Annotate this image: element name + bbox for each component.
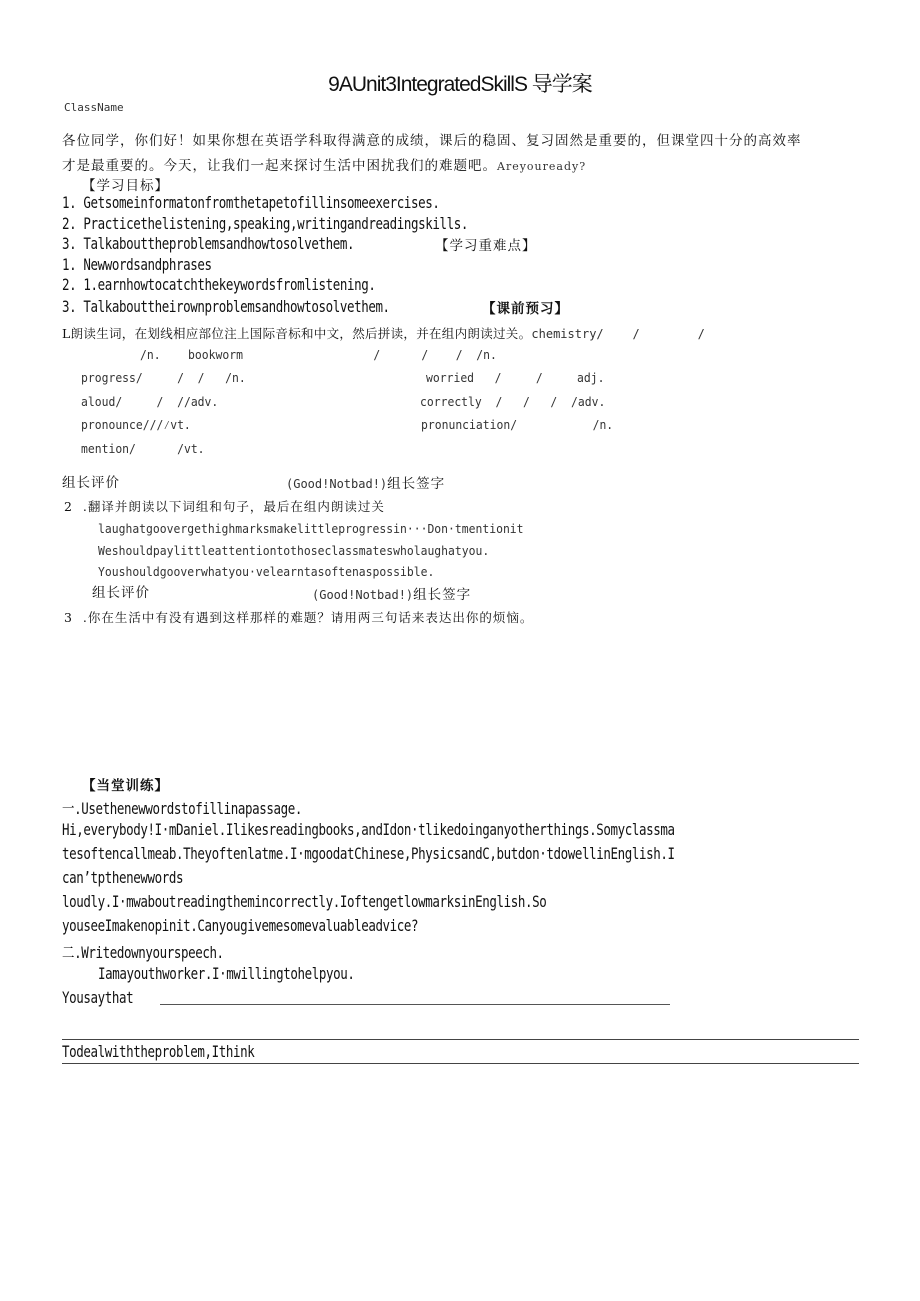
you-say-label: Yousaythat (62, 988, 134, 1007)
task2-eval-options: (Good!Notbad!) (312, 588, 414, 602)
objectives-heading: 【学习目标】 (82, 178, 169, 194)
task2-eval-label: 组长评价 (92, 585, 150, 601)
key-point-3: 3. Talkabouttheirownproblemsandhowtosolvethem. (62, 297, 390, 316)
passage-line-2: tesoftencallmeab.Theyoftenlatme.I·mgoodatChinese,PhysicsandC,butdon·tdowellinEnglish.I (62, 844, 675, 863)
objective-2: 2. Practicethelistening,speaking,writingandreadingskills. (62, 214, 469, 233)
key-point-3-line (62, 297, 569, 317)
vocab-pronunciation: pronunciation/ /n. (421, 418, 614, 432)
task2-sign-label: 组长签字 (413, 587, 472, 603)
key-points-heading: 【学习重难点】 (435, 238, 537, 254)
task1-instruction-line (62, 323, 705, 342)
are-you-ready: Areyouready? (497, 160, 587, 173)
to-deal-label: Todealwiththeproblem,Ithink (62, 1042, 255, 1061)
objective-3: 3. Talkabouttheproblemsandhowtosolvethem. (62, 234, 355, 253)
passage-line-1: Hi,everybody!I·mDaniel.Ilikesreadingbooks,andIdon·tlikedoinganyotherthings.Somyclassma (62, 820, 675, 839)
passage-line-5: youseeImakenopinit.Canyougivemesomevaluableadvice? (62, 916, 419, 935)
task1-eval (286, 472, 445, 492)
exercise2-intro: Iamayouthworker.I·mwillingtohelpyou. (98, 964, 355, 983)
exercise2-heading: 二.Writedownyourspeech. (62, 943, 224, 962)
key-point-2: 2. 1.earnhowtocatchthekeywordsfromlistening. (62, 275, 376, 294)
task1-eval-options: (Good!Notbad!) (286, 477, 388, 491)
answer-line-2[interactable] (62, 1063, 859, 1064)
page-title: 9AUnit3IntegratedSkillS 导学案 (328, 73, 592, 96)
task2-phrase-2: Weshouldpaylittleattentiontothoseclassmateswholaughatyou. (98, 544, 490, 558)
objective-3-line (62, 234, 537, 254)
preview-heading: 【课前预习】 (482, 301, 569, 317)
vocab-worried: worried / / adj. (426, 371, 605, 385)
task3-instruction: 3 .你在生活中有没有遇到这样那样的难题？请用两三句话来表达出你的烦恼。 (64, 610, 534, 625)
key-point-1: 1. Newwordsandphrases (62, 255, 212, 274)
vocab-chemistry: chemistry/ / / (531, 327, 705, 341)
vocab-bookworm: /n. bookworm / / / /n. (140, 348, 497, 362)
class-name-label: ClassName (64, 101, 124, 114)
vocab-progress: progress/ / / /n. (81, 371, 246, 385)
task1-instruction: L朗读生词，在划线相应部位注上国际音标和中文，然后拼读，并在组内朗读过关。 (62, 326, 532, 341)
vocab-aloud: aloud/ / //adv. (81, 395, 219, 409)
vocab-correctly: correctly / / / /adv. (420, 395, 606, 409)
you-say-line (62, 988, 153, 1007)
you-say-blank[interactable] (160, 992, 670, 1005)
practice-heading: 【当堂训练】 (82, 778, 169, 794)
task2-phrase-1: laughatgoovergethighmarksmakelittleprogressin···Don·tmentionit (98, 522, 524, 536)
passage-line-4: loudly.I·mwaboutreadingthemincorrectly.IoftengetlowmarksinEnglish.So (62, 892, 547, 911)
passage-line-3: can’tpthenewwords (62, 868, 184, 887)
task1-eval-label: 组长评价 (62, 475, 120, 491)
task1-sign-label: 组长签字 (387, 476, 446, 492)
intro-line-2 (62, 154, 586, 174)
exercise1-heading: 一.Usethenewwordstofillinapassage. (62, 799, 303, 818)
intro-text: 才是最重要的。今天，让我们一起来探讨生活中困扰我们的难题吧。 (62, 158, 497, 174)
task2-phrase-3: Youshouldgooverwhatyou·velearntasoftenaspossible. (98, 565, 435, 579)
intro-line-1: 各位同学，你们好！如果你想在英语学科取得满意的成绩，课后的稳固、复习固然是重要的，但课堂四十分的高效率 (62, 133, 802, 149)
task2-instruction: 2 .翻译并朗读以下词组和句子，最后在组内朗读过关 (64, 499, 385, 514)
answer-line-1[interactable] (62, 1039, 859, 1040)
task2-eval (312, 583, 471, 603)
vocab-mention: mention/ /vt. (81, 442, 205, 456)
objective-1: 1. Getsomeinformatonfromthetapetofillinsomeexercises. (62, 193, 440, 212)
vocab-pronounce: pronounce///⁄vt. (81, 418, 191, 432)
